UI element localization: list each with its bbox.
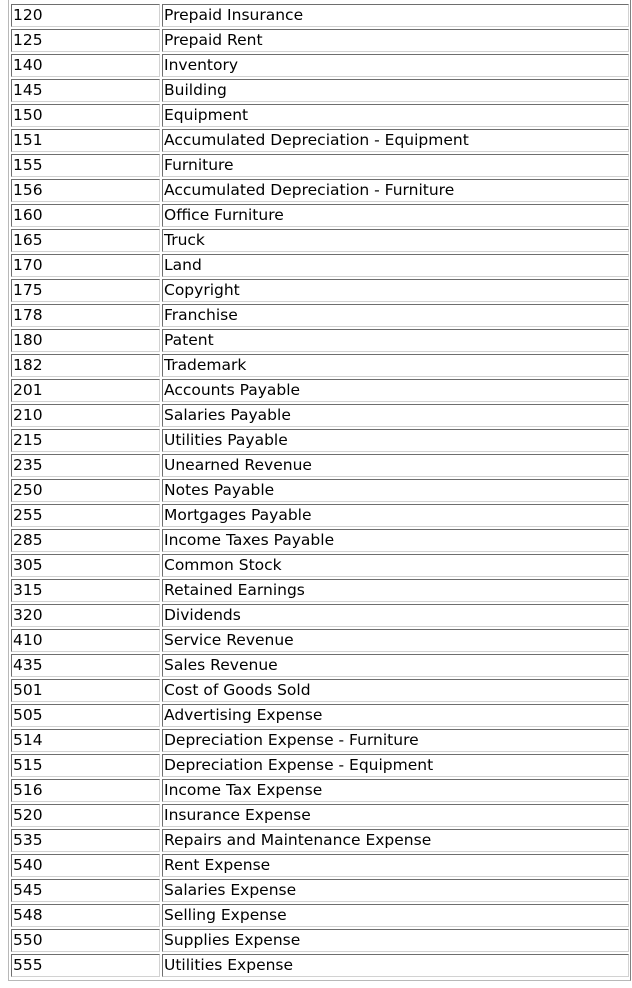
account-number-cell: 235 [11,454,160,477]
account-number-cell: 150 [11,104,160,127]
account-name-cell: Rent Expense [162,854,629,877]
account-number-cell: 201 [11,379,160,402]
account-number-cell: 515 [11,754,160,777]
account-name-cell: Cost of Goods Sold [162,679,629,702]
account-number-cell: 550 [11,929,160,952]
account-number-cell: 435 [11,654,160,677]
account-name-cell: Truck [162,229,629,252]
account-number-cell: 151 [11,129,160,152]
account-name-cell: Accumulated Depreciation - Furniture [162,179,629,202]
account-name-cell: Accounts Payable [162,379,629,402]
account-name-cell: Common Stock [162,554,629,577]
account-number-cell: 305 [11,554,160,577]
account-number-cell: 145 [11,79,160,102]
account-name-cell: Retained Earnings [162,579,629,602]
account-name-cell: Advertising Expense [162,704,629,727]
account-number-cell: 182 [11,354,160,377]
account-number-cell: 120 [11,4,160,27]
account-name-cell: Prepaid Rent [162,29,629,52]
account-number-cell: 535 [11,829,160,852]
account-name-cell: Mortgages Payable [162,504,629,527]
chart-of-accounts-table [8,0,631,981]
account-number-cell: 125 [11,29,160,52]
account-name-cell: Utilities Payable [162,429,629,452]
account-number-cell: 165 [11,229,160,252]
account-number-cell: 505 [11,704,160,727]
account-number-cell: 178 [11,304,160,327]
account-number-cell: 548 [11,904,160,927]
account-number-cell: 160 [11,204,160,227]
account-number-cell: 210 [11,404,160,427]
account-name-cell: Insurance Expense [162,804,629,827]
account-number-cell: 180 [11,329,160,352]
account-name-cell: Office Furniture [162,204,629,227]
account-name-cell: Income Tax Expense [162,779,629,802]
account-name-cell: Notes Payable [162,479,629,502]
account-name-cell: Repairs and Maintenance Expense [162,829,629,852]
account-number-cell: 156 [11,179,160,202]
account-number-cell: 320 [11,604,160,627]
account-name-cell: Prepaid Insurance [162,4,629,27]
account-name-cell: Franchise [162,304,629,327]
account-name-cell: Patent [162,329,629,352]
account-number-cell: 555 [11,954,160,977]
account-name-cell: Selling Expense [162,904,629,927]
account-name-cell: Equipment [162,104,629,127]
account-number-cell: 516 [11,779,160,802]
account-number-cell: 514 [11,729,160,752]
account-name-cell: Sales Revenue [162,654,629,677]
account-name-cell: Depreciation Expense - Equipment [162,754,629,777]
account-number-cell: 315 [11,579,160,602]
account-name-cell: Furniture [162,154,629,177]
account-number-cell: 545 [11,879,160,902]
account-name-cell: Salaries Expense [162,879,629,902]
account-number-cell: 285 [11,529,160,552]
account-name-cell: Land [162,254,629,277]
account-name-cell: Dividends [162,604,629,627]
account-name-cell: Supplies Expense [162,929,629,952]
account-name-cell: Income Taxes Payable [162,529,629,552]
account-number-cell: 250 [11,479,160,502]
account-number-cell: 255 [11,504,160,527]
account-number-cell: 170 [11,254,160,277]
account-name-cell: Accumulated Depreciation - Equipment [162,129,629,152]
account-name-cell: Trademark [162,354,629,377]
account-number-cell: 410 [11,629,160,652]
account-name-cell: Building [162,79,629,102]
account-name-cell: Service Revenue [162,629,629,652]
account-name-cell: Utilities Expense [162,954,629,977]
account-name-cell: Salaries Payable [162,404,629,427]
account-name-cell: Unearned Revenue [162,454,629,477]
account-name-cell: Inventory [162,54,629,77]
account-number-cell: 501 [11,679,160,702]
account-number-cell: 175 [11,279,160,302]
account-name-cell: Depreciation Expense - Furniture [162,729,629,752]
account-number-cell: 540 [11,854,160,877]
account-number-cell: 215 [11,429,160,452]
account-number-cell: 520 [11,804,160,827]
account-number-cell: 140 [11,54,160,77]
account-number-cell: 155 [11,154,160,177]
account-name-cell: Copyright [162,279,629,302]
